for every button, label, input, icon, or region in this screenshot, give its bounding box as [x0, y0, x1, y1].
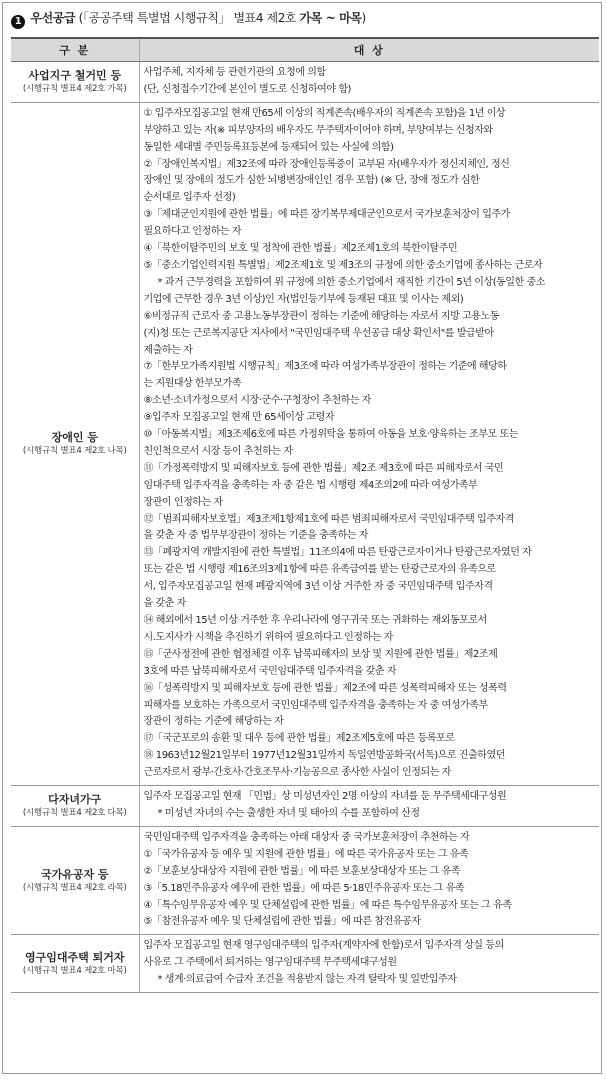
target-text-line: ⑤「중소기업인력지원 특별법」제2조제1호 및 제3조의 규정에 의한 중소기업에 종사하는 근로자: [143, 259, 543, 271]
target-text-line: ④「북한이탈주민의 보호 및 정착에 관한 법률」제2조제1호의 북한이탈주민: [143, 243, 458, 255]
target-text-line: 장관이 인정하는 자: [143, 496, 223, 508]
target-text-line: * 미성년 자녀의 수는 출생한 자녀 및 태아의 수를 포함하여 산정: [157, 807, 420, 819]
category-cell: [11, 62, 139, 103]
category-label: 영구임대주택 퇴거자: [25, 950, 125, 964]
target-text-line: (단, 신청접수기간에 본인이 별도로 신청하여야 함): [143, 83, 351, 95]
category-label: 사업지구 철거민 등: [28, 68, 122, 82]
target-text-line: 피해자를 보호하는 가족으로서 국민임대주택 입주자격을 충족하는 자 중 여성가족부: [143, 699, 488, 711]
target-text-line: ②「장애인복지법」제32조에 따라 장애인등록증이 교부된 자(배우자가 정신지체인, 정신: [143, 158, 510, 170]
target-text-line: 기업에 근무한 경우 3년 이상)인 자(법인등기부에 등재된 대표 및 이사는 제외): [143, 293, 464, 305]
target-text-line: 부양하고 있는 자(※ 피부양자의 배우자도 무주택자이어야 하며, 부양여부는 신청자와: [143, 124, 493, 136]
heading-close: ): [361, 11, 366, 25]
target-text-line: 입주자 모집공고일 현재 영구임대주택의 입주자(계약자에 한함)로서 입주자격 상실 등의: [143, 940, 504, 952]
target-text-line: ⑬「폐광지역 개발지원에 관한 특별법」11조의4에 따른 탄광근로자이거나 탄광근로자였던 자: [143, 547, 532, 559]
category-label: 국가유공자 등: [40, 867, 109, 881]
table-body: [11, 62, 599, 993]
target-text-line: 사업주체, 지자체 등 관련기관의 요청에 의함: [143, 67, 326, 78]
column-header-category: 구 분: [11, 38, 139, 62]
target-text-line: ⑯「성폭력방지 및 피해자보호 등에 관한 법률」제2조에 따른 성폭력피해자 또는 성폭력: [143, 682, 507, 694]
target-text-line: 동일한 세대별 주민등록표등본에 등재되어 있는 사실에 의함): [143, 141, 394, 153]
target-text-line: 필요하다고 인정하는 자: [143, 226, 242, 238]
table-header-row: [11, 38, 599, 62]
section-number-badge: 1: [11, 15, 25, 29]
category-reference: (시행규칙 별표4 제2호 가목): [22, 83, 127, 94]
target-text-line: ⑱ 1963년12월21일부터 1977년12월31일까지 독일연방공화국(서독)으로 진출하였던: [143, 750, 505, 762]
target-text-line: 제출하는 자: [143, 344, 193, 356]
category-label: 다자녀가구: [48, 792, 102, 806]
target-text-line: ⑧소년·소녀가정으로서 시장·군수·구청장이 추천하는 자: [143, 395, 372, 407]
target-text-line: (지)청 또는 근로복지공단 지사에서 "국민임대주택 우선공급 대상 확인서"를 발급받아: [143, 327, 494, 339]
target-text-line: 순서대로 입주자 선정): [143, 192, 236, 204]
category-cell: [11, 826, 139, 934]
target-text-line: ⑫「범죄피해자보호법」제3조제1항제1호에 따른 범죄피해자로서 국민임대주택 입주자격: [143, 513, 514, 525]
table-row: [11, 786, 599, 827]
target-text-line: ①「국가유공자 등 예우 및 지원에 관한 법률」에 따른 국가유공자 또는 그 유족: [143, 848, 469, 860]
target-text-line: ⑩「아동복지법」제3조제6호에 따른 가정위탁을 통하여 아동을 보호·양육하는 조부모 또는: [143, 429, 518, 441]
category-reference: (시행규칙 별표4 제2호 다목): [22, 807, 127, 818]
category-label: 장애인 등: [51, 430, 98, 444]
table-row: [11, 62, 599, 103]
target-cell: [139, 62, 599, 103]
target-text-line: 장애인 및 장애의 정도가 심한 뇌병변장애인인 경우 포함) (※ 단, 장애 정도가 심한: [143, 175, 480, 187]
document-frame: [2, 2, 602, 1074]
target-text-line: ⑰「국군포로의 송환 및 대우 등에 관한 법률」제2조제5호에 따른 등록포로: [143, 733, 455, 745]
target-text-line: 근로자로서 광부·간호사·간호조무사·기능공으로 종사한 사실이 인정되는 자: [143, 767, 451, 779]
target-text-line: ②「보훈보상대상자 지원에 관한 법률」에 따른 보훈보상대상자 또는 그 유족: [143, 865, 461, 877]
target-cell: [139, 826, 599, 934]
target-text-line: 을 갖춘 자: [143, 598, 186, 610]
target-text-line: ⑨입주자 모집공고일 현재 만 65세이상 고령자: [143, 412, 335, 424]
table-row: [11, 102, 599, 785]
target-text-line: ⑦「한부모가족지원법 시행규칙」제3조에 따라 여성가족부장관이 정하는 기준에 해당하: [143, 361, 507, 373]
target-text-line: 을 갖춘 자 중 법무부장관이 정하는 기준을 충족하는 자: [143, 530, 368, 542]
target-text-line: ① 입주자모집공고일 현재 만65세 이상의 직계존속(배우자의 직계존속 포함)을 1년 이상: [143, 107, 506, 119]
target-text-line: * 과거 근무경력을 포함하여 위 규정에 의한 중소기업에서 재직한 기간이 5년 이상(동일한 중소: [157, 276, 545, 288]
target-text-line: 는 지원대상 한부모가족: [143, 378, 242, 390]
category-reference: (시행규칙 별표4 제2호 라목): [22, 882, 127, 893]
target-text-line: ⑮「군사정전에 관한 협정체결 이후 납북피해자의 보상 및 지원에 관한 법률」제2조제: [143, 648, 498, 660]
target-text-line: 친인척으로서 시장 등이 추천하는 자: [143, 445, 293, 457]
priority-supply-table: [11, 37, 599, 993]
target-cell: [139, 786, 599, 827]
category-reference: (시행규칙 별표4 제2호 나목): [22, 445, 127, 456]
target-text-line: ⑪「가정폭력방지 및 피해자보호 등에 관한 법률」제2조 제3호에 따른 피해자로서 국민: [143, 462, 504, 474]
target-text-line: * 생계·의료급여 수급자 조건을 적용받지 않는 자격 탈락자 및 일반입주자: [157, 974, 457, 986]
category-cell: [11, 935, 139, 993]
target-text-line: 사유로 그 주택에서 퇴거하는 영구임대주택 무주택세대구성원: [143, 957, 397, 969]
target-text-line: 국민임대주택 입주자격을 충족하는 아래 대상자 중 국가보훈처장이 추천하는 자: [143, 831, 470, 843]
target-text-line: 또는 같은 법 시행령 제16조의3제1항에 따른 유족급여를 받는 탄광근로자의 유족으로: [143, 564, 496, 576]
category-cell: [11, 102, 139, 785]
target-text-line: 장관이 정하는 기준에 해당하는 자: [143, 716, 284, 728]
heading-title: 우선공급: [30, 11, 76, 25]
target-text-line: 입주자 모집공고일 현재 「민법」상 미성년자인 2명 이상의 자녀를 둔 무주택세대구성원: [143, 791, 507, 803]
table-row: [11, 935, 599, 993]
target-text-line: ③「제대군인지원에 관한 법률」에 따른 장기복무제대군인으로서 국가보훈처장이 입주가: [143, 209, 510, 221]
target-text-line: ⑤「참전유공자 예우 및 단체설립에 관한 법률」에 따른 참전유공자: [143, 916, 421, 928]
target-text-line: ⑥비정규직 근로자 중 고용노동부장관이 정하는 기준에 해당하는 자로서 지방 고용노동: [143, 310, 499, 322]
target-text-line: 임대주택 입주자격을 충족하는 자 중 같은 법 시행령 제4조의2에 따라 여성가족부: [143, 479, 478, 491]
category-reference: (시행규칙 별표4 제2호 마목): [22, 965, 127, 976]
target-cell: [139, 935, 599, 993]
target-text-line: ⑭ 해외에서 15년 이상 거주한 후 우리나라에 영구귀국 또는 귀화하는 재외동포로서: [143, 615, 487, 626]
target-text-line: ③「5.18민주유공자 예우에 관한 법률」에 따른 5·18민주유공자 또는 그 유족: [143, 882, 465, 894]
heading-range: 가목 ~ 마목: [299, 11, 362, 25]
target-text-line: 3호에 따른 납북피해자로서 국민임대주택 입주자격을 갖춘 자: [143, 665, 397, 677]
column-header-target: 대 상: [139, 38, 599, 62]
section-heading: [11, 10, 366, 29]
table-row: [11, 826, 599, 934]
target-cell: [139, 102, 599, 785]
heading-reference: (「공공주택 특별법 시행규칙」 별표4 제2호: [78, 11, 297, 25]
target-text-line: 시.도지사가 시책을 추진하기 위하여 필요하다고 인정하는 자: [143, 631, 393, 643]
category-cell: [11, 786, 139, 827]
target-text-line: 서, 입주자모집공고일 현재 폐광지역에 3년 이상 거주한 자 중 국민임대주택 입주자격: [143, 581, 493, 593]
target-text-line: ④「특수임무유공자 예우 및 단체설립에 관한 법률」에 따른 특수임무유공자 또는 그 유족: [143, 899, 512, 911]
